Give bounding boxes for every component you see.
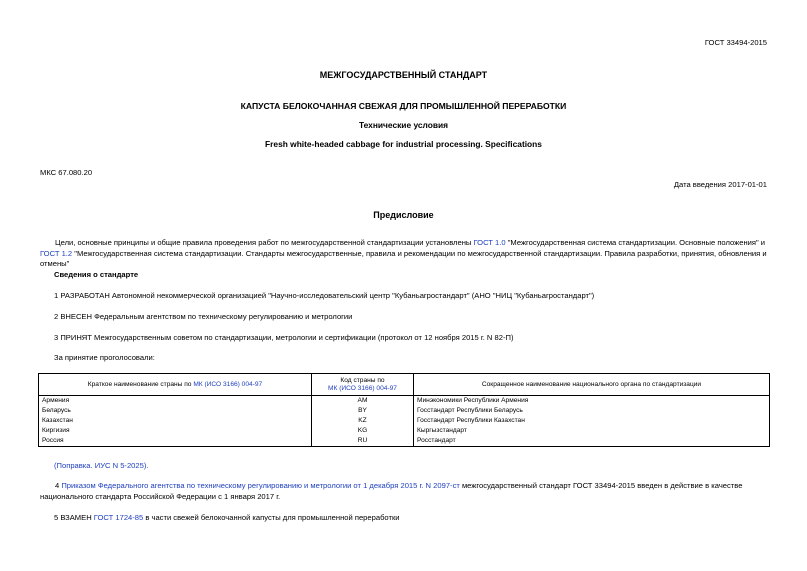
header-code <box>312 374 414 396</box>
item-5-text: в части свежей белокочанной капусты для промышленной переработки <box>143 513 400 522</box>
item-4-text: межгосударственный стандарт ГОСТ 33494-2015 введен в действие в качестве национального стандарта Российской Федерации с 1 января 2017 г. <box>40 481 743 501</box>
mk-iso-link[interactable]: МК (ИСО 3166) 004-97 <box>193 381 263 388</box>
standard-type: МЕЖГОСУДАРСТВЕННЫЙ СТАНДАРТ <box>319 70 488 80</box>
gost-1-2-link[interactable]: ГОСТ 1.2 <box>40 248 73 258</box>
code-cell: KZ <box>312 416 414 426</box>
country-cell: Россия <box>39 436 312 447</box>
gost-1-0-link[interactable]: ГОСТ 1.0 <box>473 238 506 247</box>
document-subtitle: Технические условия <box>358 120 449 130</box>
country-cell: Киргизия <box>39 426 312 436</box>
body-cell: Кыргызстандарт <box>414 426 770 436</box>
item-3-adopted: 3 ПРИНЯТ Межгосударственным советом по стандартизации, метрологии и сертификации (протокол от 12 ноября 2015 г. N 82-П) <box>54 333 514 342</box>
item-5-prefix: 5 ВЗАМЕН <box>54 513 94 522</box>
intro-date: Дата введения 2017-01-01 <box>673 180 767 189</box>
header-country <box>39 374 312 396</box>
body-cell: Минэкономики Республики Армения <box>414 396 770 407</box>
header-country-text: Краткое наименование страны по <box>87 381 194 388</box>
table-row <box>39 426 770 436</box>
code-cell: AM <box>312 396 414 407</box>
country-cell: Беларусь <box>39 406 312 416</box>
country-cell: Армения <box>39 396 312 407</box>
preface-text-1: Цели, основные принципы и общие правила проведения работ по межгосударственной стандартизации установлены <box>55 238 474 247</box>
order-link[interactable]: Приказом Федерального агентства по техническому регулированию и метрологии от 1 декабря 2015 г. N 2097-ст <box>61 481 460 490</box>
voted-label: За принятие проголосовали: <box>54 353 155 362</box>
table-header-row <box>39 374 770 396</box>
gost-1724-link[interactable]: ГОСТ 1724-85 <box>93 513 144 522</box>
preface-text-2: "Межгосударственная система стандартизации. Основные положения" и <box>505 238 766 247</box>
item-2-submitted: 2 ВНЕСЕН Федеральным агентством по техническому регулированию и метрологии <box>54 312 353 321</box>
preface-text-3: "Межгосударственная система стандартизации. Стандарты межгосударственные, правила и рекомендации по межгосударственной стандартизации. Правила разработки, принятия, обновления и отмены" <box>40 248 767 268</box>
body-cell: Госстандарт Республики Беларусь <box>414 406 770 416</box>
table-row <box>39 396 770 407</box>
code-cell: BY <box>312 406 414 416</box>
item-4-number: 4 <box>55 481 62 490</box>
country-cell: Казахстан <box>39 416 312 426</box>
table-row <box>39 406 770 416</box>
mk-iso-link[interactable]: МК (ИСО 3166) 004-97 <box>328 385 397 392</box>
preface-heading: Предисловие <box>373 210 434 220</box>
mks-code: МКС 67.080.20 <box>40 168 93 177</box>
countries-table <box>38 373 770 447</box>
item-5-paragraph <box>54 513 400 522</box>
document-code: ГОСТ 33494-2015 <box>704 38 767 47</box>
header-code-text: Код страны по <box>340 377 385 384</box>
table-row <box>39 436 770 447</box>
code-cell: KG <box>312 426 414 436</box>
document-title-english: Fresh white-headed cabbage for industrial processing. Specifications <box>265 139 542 149</box>
document-title: КАПУСТА БЕЛОКОЧАННАЯ СВЕЖАЯ ДЛЯ ПРОМЫШЛЕННОЙ ПЕРЕРАБОТКИ <box>240 101 567 111</box>
preface-paragraph <box>40 238 772 270</box>
code-cell: RU <box>312 436 414 447</box>
body-cell: Росстандарт <box>414 436 770 447</box>
item-1-developed: 1 РАЗРАБОТАН Автономной некоммерческой организацией "Научно-исследовательский центр "Кубаньагростандарт" (АНО "НИЦ "Кубаньагростандарт") <box>54 291 595 300</box>
amendment-link[interactable]: (Поправка. ИУС N 5-2025). <box>54 461 149 470</box>
header-body: Сокращенное наименование национального органа по стандартизации <box>414 374 770 396</box>
info-heading: Сведения о стандарте <box>54 270 139 279</box>
body-cell: Госстандарт Республики Казахстан <box>414 416 770 426</box>
table-row <box>39 416 770 426</box>
item-4-paragraph <box>40 481 772 502</box>
